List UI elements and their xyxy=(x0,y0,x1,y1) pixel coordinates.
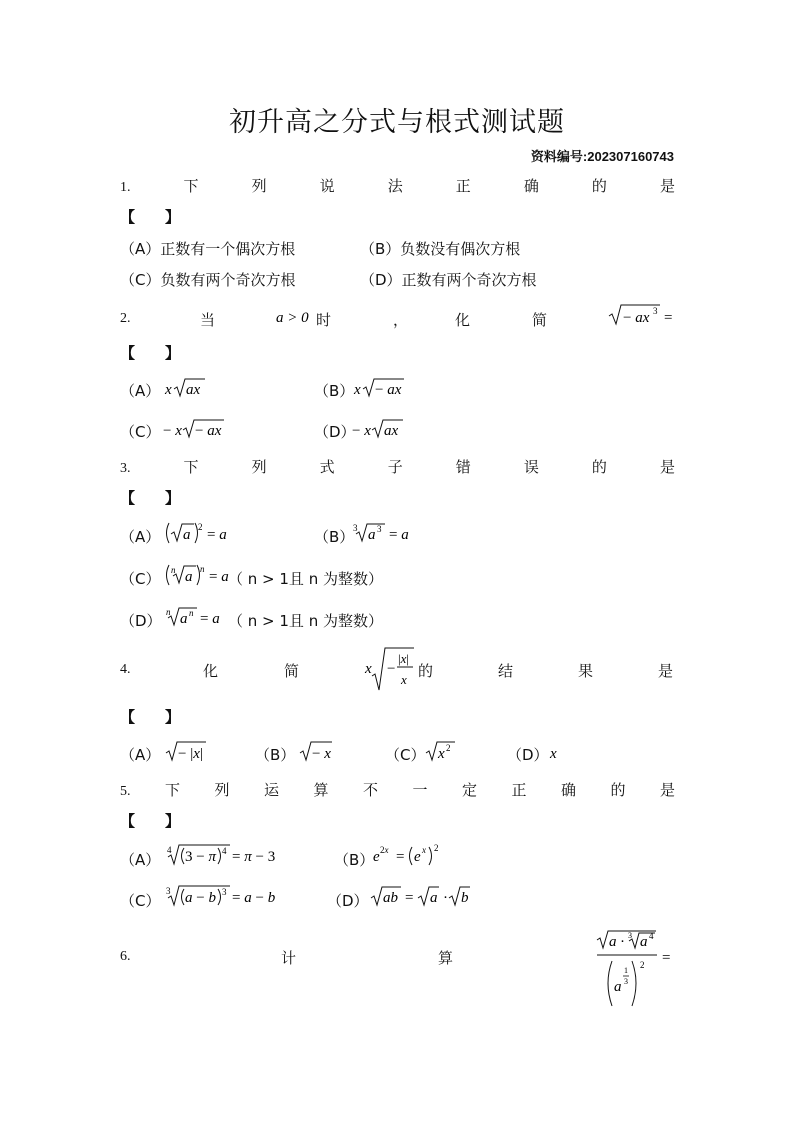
svg-text:3: 3 xyxy=(653,306,658,316)
stem-char: 运 xyxy=(263,781,279,799)
stem-char: 确 xyxy=(523,177,539,195)
svg-text:2: 2 xyxy=(198,522,203,532)
q4-option-d: （D） xyxy=(507,746,549,764)
stem-char: 的 xyxy=(610,781,626,799)
q3-option-c: （C） xyxy=(120,570,161,588)
svg-text:a: a xyxy=(614,979,622,995)
stem-char: 果 xyxy=(578,662,594,680)
svg-text:·: · xyxy=(443,890,448,906)
q3-option-c-condition: （ n > 1且 n 为整数） xyxy=(228,570,383,588)
q3-option-d-condition: （ n > 1且 n 为整数） xyxy=(228,612,383,630)
svg-text:ax: ax xyxy=(384,423,399,439)
svg-text:= a: = a xyxy=(207,527,227,543)
svg-text:− x: − x xyxy=(312,746,331,762)
stem-char: 的 xyxy=(591,177,607,195)
stem-char: 错 xyxy=(455,458,471,476)
stem-char: 下 xyxy=(183,458,199,476)
question-5-stem xyxy=(120,779,675,800)
q3-option-d: （D） xyxy=(120,612,162,630)
svg-text:e: e xyxy=(414,849,421,865)
svg-text:3: 3 xyxy=(166,886,171,896)
svg-text:= a − b: = a − b xyxy=(232,890,276,906)
q4-option-a-math xyxy=(164,739,214,765)
stem-char: 化 xyxy=(455,311,471,329)
svg-text:3: 3 xyxy=(222,887,227,897)
q5-option-a-math xyxy=(162,842,292,870)
stem-char: 下 xyxy=(183,177,199,195)
svg-text:3: 3 xyxy=(353,523,358,533)
stem-char: 误 xyxy=(523,458,539,476)
stem-char: 列 xyxy=(251,177,267,195)
q1-option-b: （B）负数没有偶次方根 xyxy=(360,240,521,258)
svg-text:n: n xyxy=(189,608,194,618)
svg-text:a: a xyxy=(180,611,188,627)
stem-char: 的 xyxy=(591,458,607,476)
stem-char: 当 xyxy=(200,311,216,329)
q4-option-a: （A） xyxy=(120,746,161,764)
svg-text:− ax: − ax xyxy=(375,382,402,398)
q2-option-a: （A） xyxy=(120,382,161,400)
svg-text:= a: = a xyxy=(209,569,229,585)
svg-text:4: 4 xyxy=(167,845,172,855)
svg-text:4: 4 xyxy=(649,931,654,941)
svg-text:3: 3 xyxy=(377,524,382,534)
q3-option-b: （B） xyxy=(314,528,355,546)
question-number: 2. xyxy=(120,311,131,326)
svg-text:− |x|: − |x| xyxy=(178,746,203,762)
page-title: 初升高之分式与根式测试题 xyxy=(229,107,565,138)
svg-text:= a: = a xyxy=(200,611,220,627)
svg-text:x: x xyxy=(165,382,172,398)
svg-text:4: 4 xyxy=(222,846,227,856)
svg-text:2: 2 xyxy=(446,743,451,753)
q5-option-d-math xyxy=(370,883,470,911)
q2-option-b: （B） xyxy=(314,382,355,400)
stem-char: 式 xyxy=(319,458,335,476)
question-number: 3. xyxy=(120,461,131,476)
stem-char: 下 xyxy=(164,781,180,799)
stem-char: 正 xyxy=(455,177,471,195)
svg-text:2x: 2x xyxy=(380,845,389,855)
svg-text:−: − xyxy=(387,661,396,677)
answer-blank: 【 】 xyxy=(120,812,181,830)
q4-expression xyxy=(363,646,419,694)
q1-option-d: （D）正数有两个奇次方根 xyxy=(360,271,537,289)
svg-text:= a: = a xyxy=(389,527,409,543)
q3-option-b-math xyxy=(352,520,422,546)
q4-option-c: （C） xyxy=(385,746,426,764)
stem-char: 法 xyxy=(387,177,403,195)
svg-text:3: 3 xyxy=(628,931,632,940)
q5-option-b: （B） xyxy=(334,851,375,869)
question-3-stem xyxy=(120,456,675,477)
svg-text:·: · xyxy=(620,934,625,950)
q2-option-a-math xyxy=(165,376,215,400)
stem-char: 简 xyxy=(284,662,300,680)
stem-char: 不 xyxy=(362,781,378,799)
q6-expression xyxy=(596,928,676,1010)
svg-text:=: = xyxy=(405,890,414,906)
svg-text:=: = xyxy=(664,310,673,326)
stem-char: 结 xyxy=(498,662,514,680)
svg-text:n: n xyxy=(200,564,205,574)
svg-text:− ax: − ax xyxy=(195,423,222,439)
q4-option-d-math xyxy=(549,740,563,764)
question-number: 4. xyxy=(120,662,131,677)
svg-text:2: 2 xyxy=(434,843,439,853)
svg-text:a: a xyxy=(609,934,617,950)
q5-option-c-math xyxy=(162,883,292,911)
stem-char: 定 xyxy=(461,781,477,799)
svg-text:x: x xyxy=(422,845,426,855)
svg-text:− ax: − ax xyxy=(623,310,650,326)
answer-blank: 【 】 xyxy=(120,489,181,507)
question-1-stem xyxy=(120,175,675,196)
q2-condition xyxy=(276,306,316,328)
stem-char: 说 xyxy=(319,177,335,195)
q3-option-a: （A） xyxy=(120,528,161,546)
stem-char: 算 xyxy=(438,949,454,967)
answer-blank: 【 】 xyxy=(120,344,181,362)
stem-char: 是 xyxy=(659,177,675,195)
stem-char: 是 xyxy=(659,781,675,799)
stem-char: 时 xyxy=(316,311,332,329)
svg-text:= π − 3: = π − 3 xyxy=(232,849,276,865)
svg-text:x: x xyxy=(354,382,361,398)
svg-text:a − b: a − b xyxy=(185,890,216,906)
svg-text:=: = xyxy=(396,849,405,865)
q4-option-c-math xyxy=(424,739,460,765)
stem-char: 算 xyxy=(313,781,329,799)
q2-option-c: （C） xyxy=(120,423,161,441)
svg-text:ax: ax xyxy=(186,382,201,398)
stem-char: 简 xyxy=(532,311,548,329)
svg-text:x: x xyxy=(550,746,557,762)
q2-option-d: （D） xyxy=(314,423,356,441)
stem-char: 列 xyxy=(214,781,230,799)
q4-option-b-math xyxy=(298,739,338,765)
stem-char: 列 xyxy=(251,458,267,476)
svg-text:1: 1 xyxy=(624,966,628,975)
q2-option-b-math xyxy=(354,376,414,400)
q1-option-a: （A）正数有一个偶次方根 xyxy=(120,240,296,258)
svg-text:2: 2 xyxy=(640,960,645,970)
stem-char: 确 xyxy=(560,781,576,799)
svg-text:ab: ab xyxy=(383,890,398,906)
stem-char: 化 xyxy=(203,662,219,680)
q1-option-c: （C）负数有两个奇次方根 xyxy=(120,271,296,289)
svg-text:n: n xyxy=(166,607,171,617)
svg-text:a: a xyxy=(183,527,191,543)
svg-text:a: a xyxy=(368,527,376,543)
svg-text:a: a xyxy=(430,890,438,906)
stem-char: 一 xyxy=(412,781,428,799)
stem-char: 计 xyxy=(281,949,297,967)
stem-char: 是 xyxy=(658,662,674,680)
q4-option-b: （B） xyxy=(255,746,296,764)
q2-option-d-math xyxy=(352,417,412,441)
q3-option-d-math xyxy=(163,604,233,630)
stem-char: 子 xyxy=(387,458,403,476)
svg-text:n: n xyxy=(171,565,176,575)
svg-text:x: x xyxy=(401,672,407,687)
question-number: 5. xyxy=(120,784,131,799)
q5-option-a: （A） xyxy=(120,851,161,869)
svg-text:3 − π: 3 − π xyxy=(185,849,216,865)
svg-text:=: = xyxy=(662,950,671,966)
doc-id: 资料编号:202307160743 xyxy=(530,149,674,164)
condition-text: a > 0 xyxy=(276,310,309,326)
stem-char: 是 xyxy=(659,458,675,476)
q2-option-c-math xyxy=(163,417,233,441)
svg-text:e: e xyxy=(373,849,380,865)
svg-text:a: a xyxy=(185,569,193,585)
svg-text:3: 3 xyxy=(624,977,628,986)
q5-option-c: （C） xyxy=(120,892,161,910)
svg-text:x: x xyxy=(365,661,372,677)
q5-option-d: （D） xyxy=(327,892,369,910)
svg-text:b: b xyxy=(461,890,469,906)
q3-option-a-math xyxy=(163,520,238,546)
stem-char: 正 xyxy=(511,781,527,799)
question-number: 6. xyxy=(120,949,131,964)
question-number: 1. xyxy=(120,180,131,195)
q5-option-b-math xyxy=(372,842,452,870)
answer-blank: 【 】 xyxy=(120,208,181,226)
svg-text:x: x xyxy=(438,746,445,762)
svg-text:− x: − x xyxy=(352,423,371,439)
stem-char: ， xyxy=(393,311,409,329)
svg-text:− x: − x xyxy=(163,423,182,439)
answer-blank: 【 】 xyxy=(120,708,181,726)
svg-text:a: a xyxy=(640,934,648,950)
q2-expression xyxy=(608,302,678,328)
stem-char: 的 xyxy=(418,662,434,680)
svg-text:|x|: |x| xyxy=(398,651,409,666)
